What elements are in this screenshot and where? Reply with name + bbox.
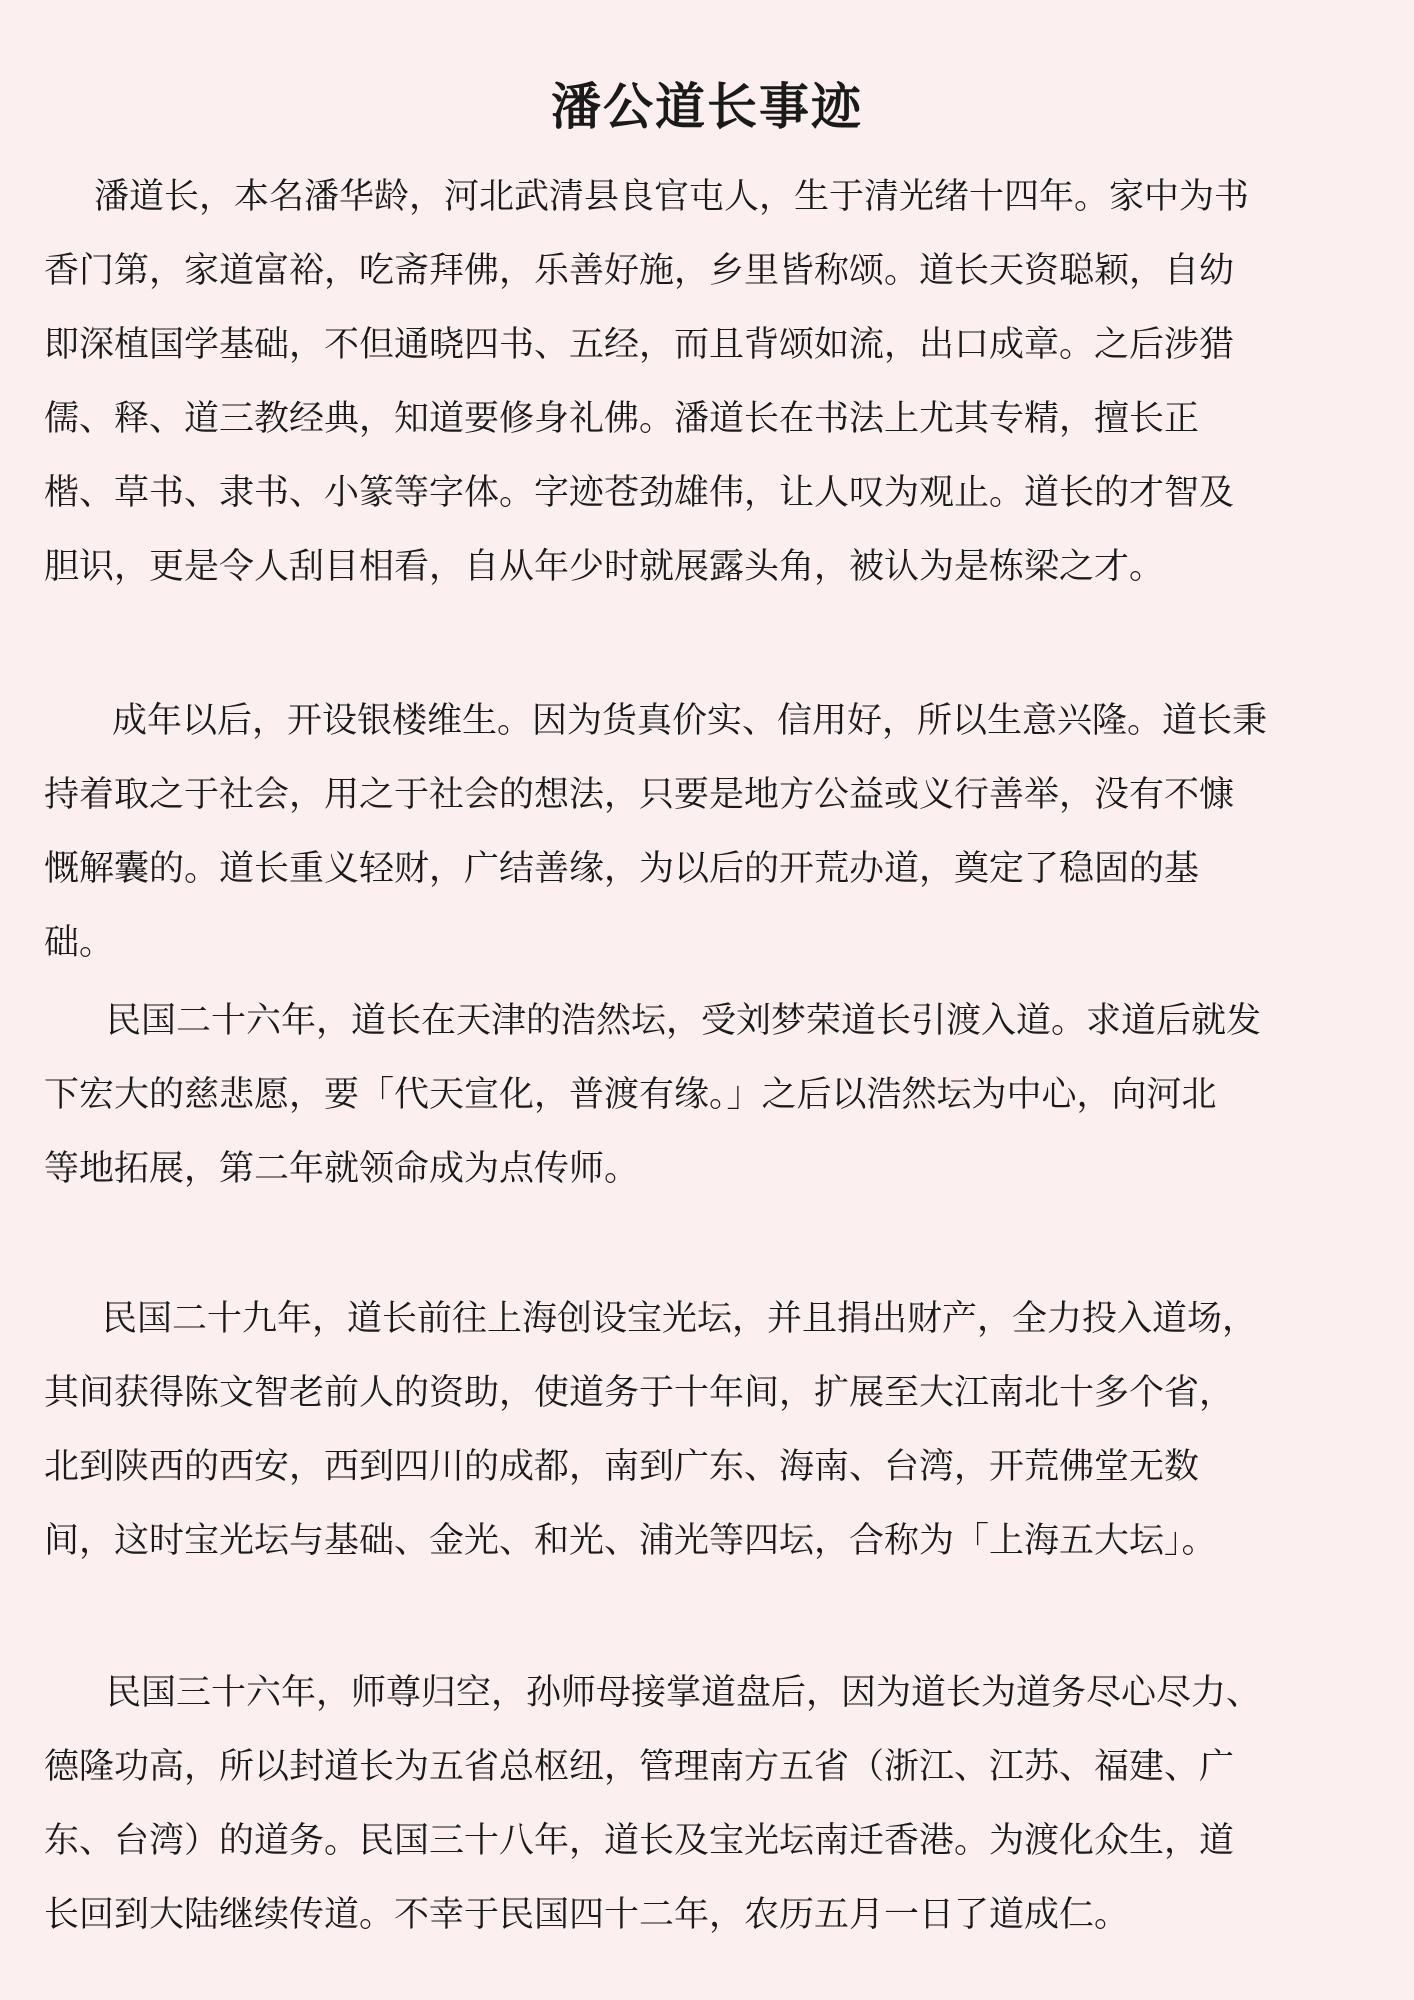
paragraph-1 bbox=[44, 160, 1370, 604]
paragraph-line: 德隆功高，所以封道长为五省总枢纽，管理南方五省（浙江、江苏、福建、广 bbox=[44, 1747, 1235, 1787]
paragraph-line: 潘道长，本名潘华龄，河北武清县良官屯人，生于清光绪十四年。家中为书 bbox=[94, 177, 1250, 217]
paragraph-line: 楷、草书、隶书、小篆等字体。字迹苍劲雄伟，让人叹为观止。道长的才智及 bbox=[44, 473, 1235, 513]
paragraph-line: 民国二十九年，道长前往上海创设宝光坛，并且捐出财产，全力投入道场， bbox=[102, 1299, 1258, 1339]
paragraph-5 bbox=[44, 1656, 1370, 1952]
paragraph-3 bbox=[44, 984, 1370, 1206]
paragraph-line: 儒、释、道三教经典，知道要修身礼佛。潘道长在书法上尤其专精，擅长正 bbox=[44, 399, 1200, 439]
paragraph-line: 北到陕西的西安，西到四川的成都，南到广东、海南、台湾，开荒佛堂无数 bbox=[44, 1447, 1200, 1487]
paragraph-line: 其间获得陈文智老前人的资助，使道务于十年间，扩展至大江南北十多个省， bbox=[44, 1373, 1235, 1413]
paragraph-line: 民国三十六年，师尊归空，孙师母接掌道盘后，因为道长为道务尽心尽力、 bbox=[106, 1673, 1262, 1713]
paragraph-line: 香门第，家道富裕，吃斋拜佛，乐善好施，乡里皆称颂。道长天资聪颖，自幼 bbox=[44, 251, 1235, 291]
paragraph-line: 胆识，更是令人刮目相看，自从年少时就展露头角，被认为是栋梁之才。 bbox=[44, 547, 1165, 587]
paragraph-line: 础。 bbox=[44, 923, 115, 963]
paragraph-2 bbox=[44, 684, 1370, 980]
paragraph-line: 成年以后，开设银楼维生。因为货真价实、信用好，所以生意兴隆。道长秉 bbox=[112, 701, 1268, 741]
paragraph-line: 等地拓展，第二年就领命成为点传师。 bbox=[44, 1149, 640, 1189]
page-title: 潘公道长事迹 bbox=[551, 78, 863, 136]
paragraph-line: 长回到大陆继续传道。不幸于民国四十二年，农历五月一日了道成仁。 bbox=[44, 1895, 1130, 1935]
paragraph-4 bbox=[44, 1282, 1370, 1578]
paragraph-line: 民国二十六年，道长在天津的浩然坛，受刘梦荣道长引渡入道。求道后就发 bbox=[106, 1001, 1262, 1041]
paragraph-line: 间，这时宝光坛与基础、金光、和光、浦光等四坛，合称为「上海五大坛」。 bbox=[44, 1521, 1217, 1561]
paragraph-line: 慨解囊的。道长重义轻财，广结善缘，为以后的开荒办道，奠定了稳固的基 bbox=[44, 849, 1200, 889]
paragraph-line: 东、台湾）的道务。民国三十八年，道长及宝光坛南迁香港。为渡化众生，道 bbox=[44, 1821, 1235, 1861]
paragraph-line: 即深植国学基础，不但通晓四书、五经，而且背颂如流，出口成章。之后涉猎 bbox=[44, 325, 1235, 365]
paragraph-line: 下宏大的慈悲愿，要「代天宣化，普渡有缘。」之后以浩然坛为中心，向河北 bbox=[44, 1075, 1217, 1115]
paragraph-line: 持着取之于社会，用之于社会的想法，只要是地方公益或义行善举，没有不慷 bbox=[44, 775, 1235, 815]
